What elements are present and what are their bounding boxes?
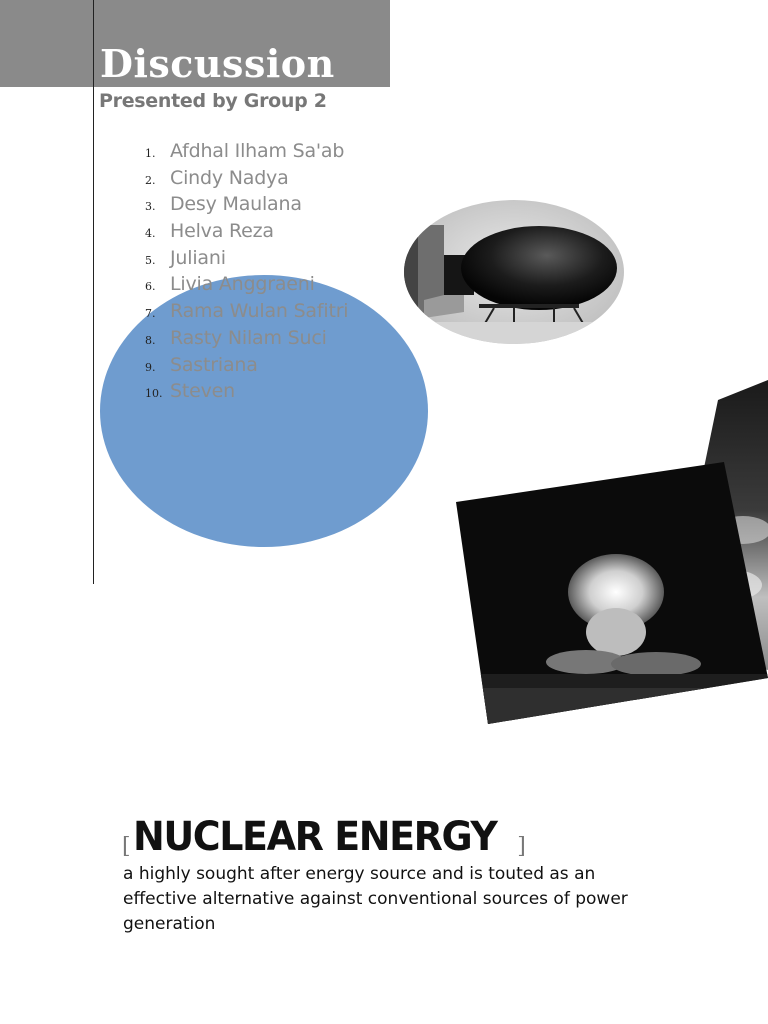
item-number: 5. bbox=[145, 253, 156, 267]
page-subtitle: Presented by Group 2 bbox=[99, 90, 327, 112]
bracket-open: [ bbox=[122, 834, 131, 859]
item-number: 3. bbox=[145, 200, 156, 214]
member-name: Rasty Nilam Suci bbox=[170, 326, 327, 349]
member-name: Juliani bbox=[170, 246, 226, 269]
topic-heading bbox=[122, 808, 526, 860]
member-name: Livia Anggraeni bbox=[170, 273, 315, 296]
item-number: 2. bbox=[145, 173, 156, 187]
list-item bbox=[140, 247, 348, 274]
list-item bbox=[140, 354, 348, 381]
topic-description: a highly sought after energy source and is touted as an effective alternative against conventional sources of power generation bbox=[123, 864, 628, 934]
list-item bbox=[140, 220, 348, 247]
list-item bbox=[140, 380, 348, 407]
member-name: Cindy Nadya bbox=[170, 166, 289, 189]
topic-title: NUCLEAR ENERGY bbox=[132, 814, 497, 860]
item-number: 4. bbox=[145, 227, 156, 241]
page-title: Discussion bbox=[100, 41, 335, 86]
list-item bbox=[140, 300, 348, 327]
member-name: Steven bbox=[170, 380, 235, 403]
item-number: 9. bbox=[145, 360, 156, 374]
item-number: 6. bbox=[145, 280, 156, 294]
item-number: 1. bbox=[145, 147, 156, 160]
item-number: 10. bbox=[145, 387, 163, 401]
member-name: Rama Wulan Safitri bbox=[170, 300, 349, 323]
member-name: Helva Reza bbox=[170, 220, 274, 243]
member-name: Desy Maulana bbox=[170, 193, 302, 216]
vertical-rule bbox=[93, 0, 94, 584]
member-name: Afdhal Ilham Sa'ab bbox=[170, 140, 345, 162]
bomb-photo bbox=[404, 200, 624, 345]
list-item bbox=[140, 167, 348, 194]
mushroom-cloud-photo bbox=[456, 462, 768, 724]
list-item bbox=[140, 327, 348, 354]
bracket-close: ] bbox=[517, 834, 526, 859]
member-list bbox=[140, 140, 348, 407]
list-item bbox=[140, 273, 348, 300]
list-item bbox=[140, 193, 348, 220]
list-item bbox=[140, 140, 348, 167]
member-name: Sastriana bbox=[170, 353, 258, 376]
item-number: 8. bbox=[145, 333, 156, 347]
item-number: 7. bbox=[145, 307, 156, 321]
